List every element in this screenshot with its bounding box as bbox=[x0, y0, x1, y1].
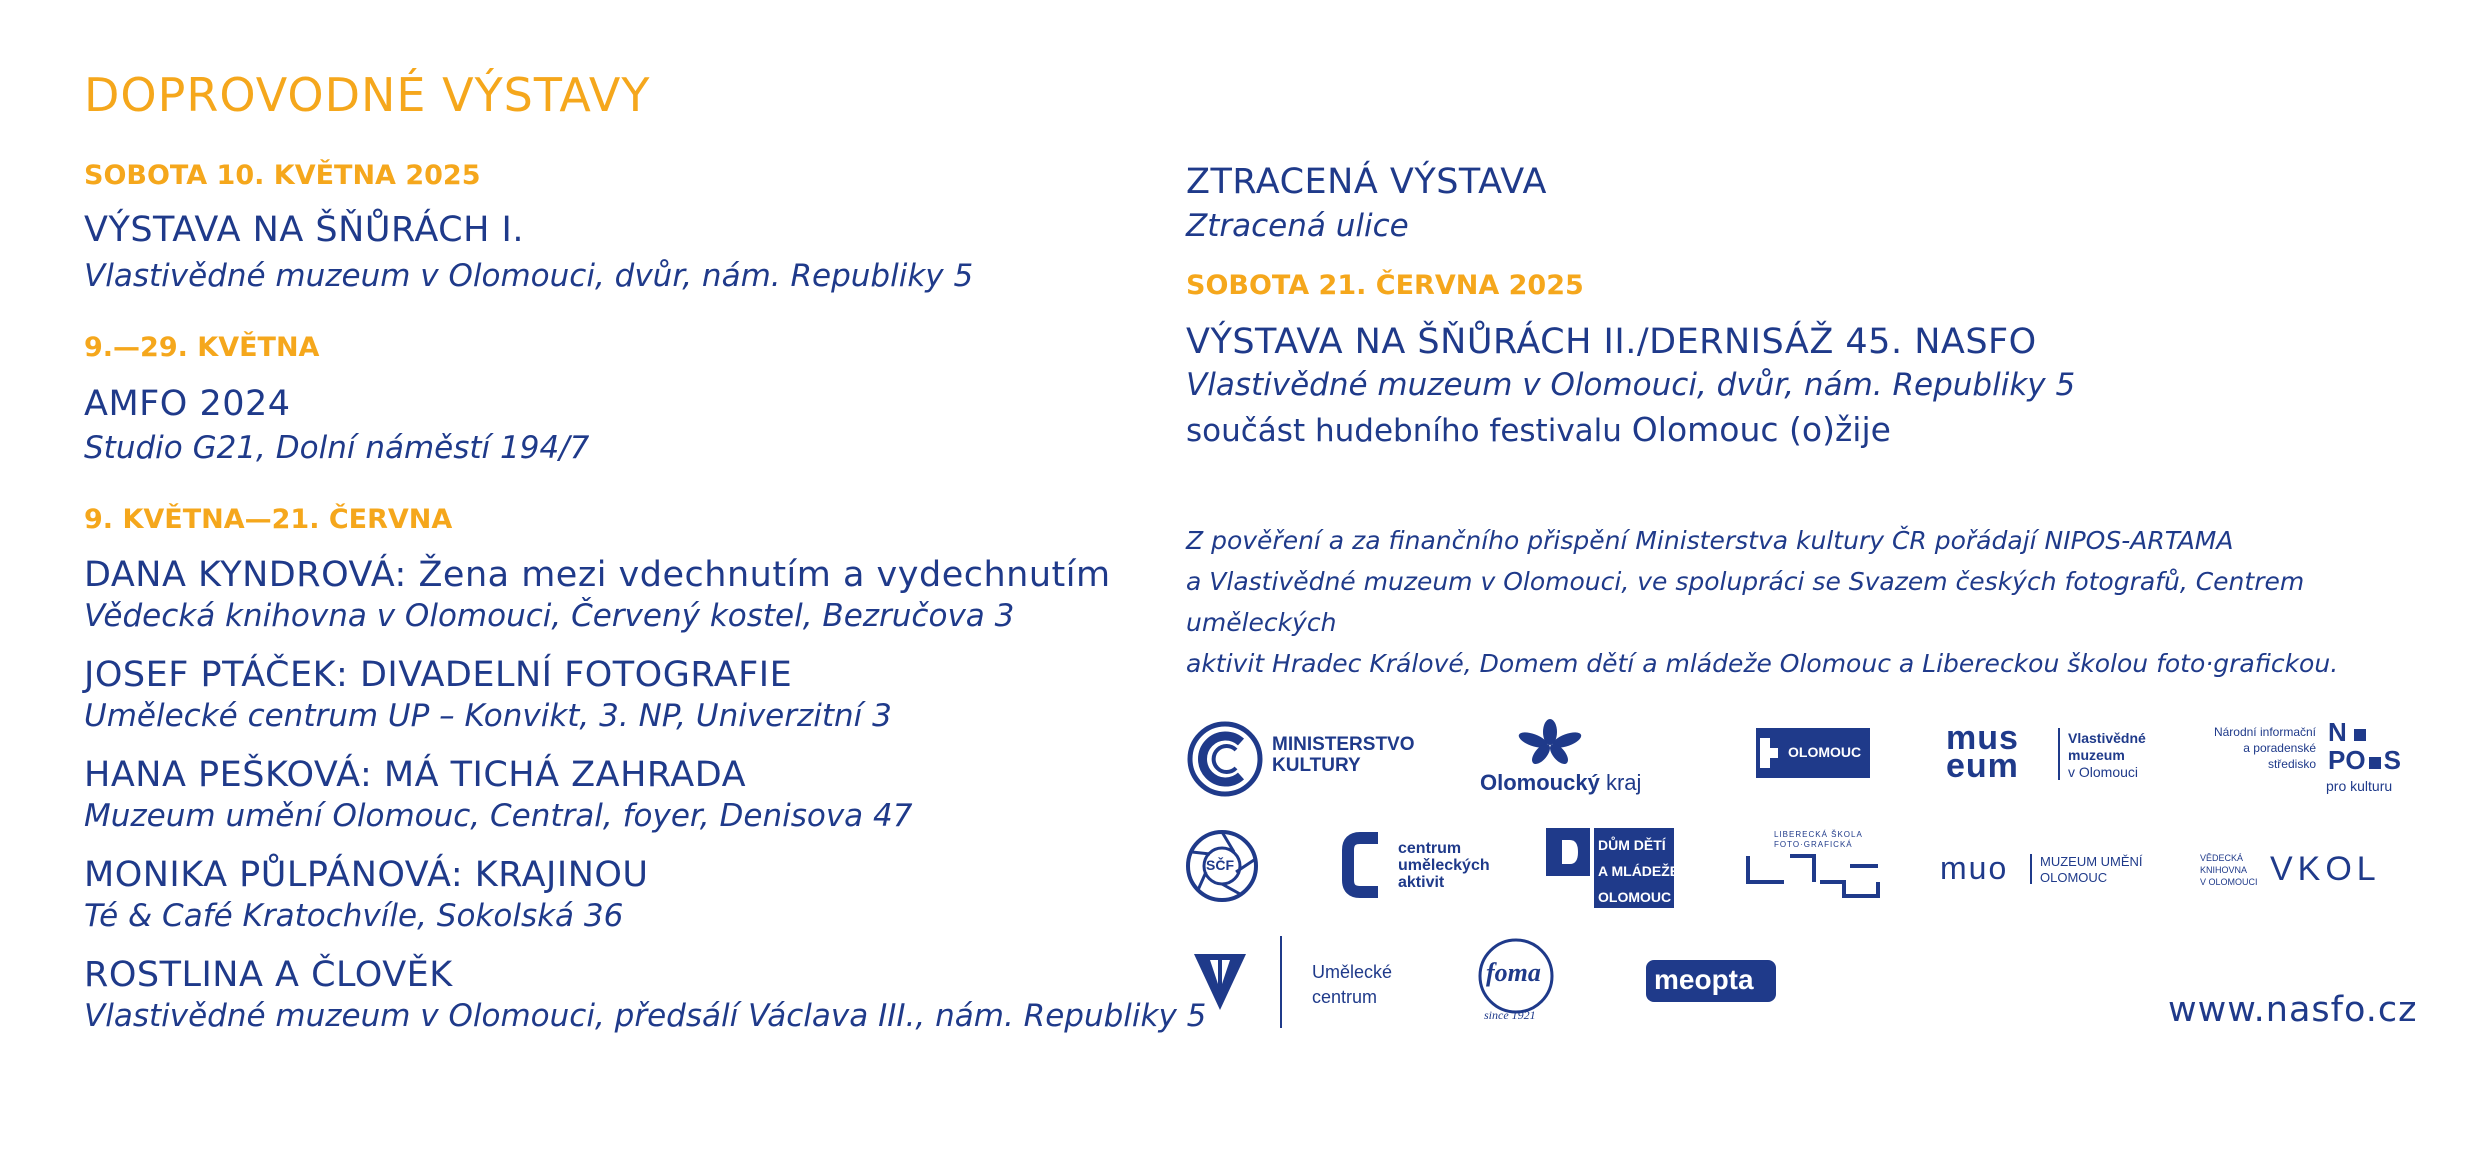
foma-since: since 1921 bbox=[1484, 1008, 1536, 1022]
vkol-line: VĚDECKÁ bbox=[2200, 853, 2244, 863]
centrum-aktivit-logo bbox=[1340, 826, 1490, 906]
nipos-square-icon bbox=[2369, 757, 2381, 769]
ddm-line: OLOMOUC bbox=[1598, 889, 1672, 905]
event-place: Té & Café Kratochvíle, Sokolská 36 bbox=[84, 898, 624, 934]
festival-line bbox=[1186, 410, 1891, 449]
event-title: VÝSTAVA NA ŠŇŮRÁCH II./DERNISÁŽ 45. NASFO bbox=[1186, 322, 2037, 362]
flower-icon bbox=[1505, 718, 1595, 768]
foma-logo bbox=[1474, 936, 1558, 1032]
meopta-logo bbox=[1646, 960, 1776, 1002]
organizers-note bbox=[1186, 520, 2446, 684]
kraj-suffix: kraj bbox=[1605, 770, 1642, 795]
divider bbox=[2030, 854, 2032, 884]
meopta-text: meopta bbox=[1654, 964, 1754, 995]
ministerstvo-emblem-icon bbox=[1186, 720, 1264, 798]
divider bbox=[2058, 728, 2060, 780]
ddm-line: DŮM DĚTÍ bbox=[1598, 837, 1666, 853]
note-line: aktivit Hradec Králové, Domem dětí a mládeže Olomouc a Libereckou školou foto·grafickou. bbox=[1186, 649, 2339, 678]
olomoucky-kraj-logo bbox=[1480, 718, 1700, 800]
nipos-mark-n: N bbox=[2328, 717, 2347, 747]
event-date: SOBOTA 10. KVĚTNA 2025 bbox=[84, 160, 481, 191]
centrum-line: centrum bbox=[1398, 840, 1462, 857]
nipos-mark-s: S bbox=[2383, 745, 2401, 775]
liberecka-skola-logo bbox=[1744, 830, 1884, 902]
event-title: JOSEF PTÁČEK: DIVADELNÍ FOTOGRAFIE bbox=[84, 655, 793, 695]
event-title: HANA PEŠKOVÁ: MÁ TICHÁ ZAHRADA bbox=[84, 755, 747, 795]
muzeum-umeni-logo bbox=[1940, 850, 2160, 890]
event-title: MONIKA PŮLPÁNOVÁ: KRAJINOU bbox=[84, 855, 649, 895]
muo-line: OLOMOUC bbox=[2040, 870, 2108, 885]
up-shield-icon bbox=[1190, 950, 1250, 1014]
scf-logo bbox=[1184, 828, 1260, 904]
ministerstvo-line: KULTURY bbox=[1272, 755, 1361, 776]
centrum-c-icon bbox=[1340, 826, 1384, 904]
nipos-text-line: Národní informační bbox=[2213, 725, 2316, 739]
ministerstvo-line: MINISTERSTVO bbox=[1272, 734, 1415, 755]
nipos-text-line: středisko bbox=[2267, 757, 2316, 771]
muzeum-mark-line: mus bbox=[1946, 719, 2019, 757]
ministerstvo-kultury-logo bbox=[1186, 718, 1436, 800]
ddm-olomouc-logo bbox=[1546, 828, 1680, 908]
vlastivedne-muzeum-logo bbox=[1946, 719, 2166, 794]
up-line: centrum bbox=[1312, 987, 1378, 1007]
event-title: ZTRACENÁ VÝSTAVA bbox=[1186, 162, 1547, 202]
vkol-logo bbox=[2200, 850, 2410, 890]
event-date: 9. KVĚTNA—21. ČERVNA bbox=[84, 504, 453, 535]
event-date: SOBOTA 21. ČERVNA 2025 bbox=[1186, 270, 1584, 301]
muzeum-text-line: v Olomouci bbox=[2068, 764, 2139, 780]
nipos-logo bbox=[2196, 718, 2406, 800]
nipos-sub: pro kulturu bbox=[2326, 778, 2393, 794]
nipos-square-icon bbox=[2354, 729, 2366, 741]
event-place: Ztracená ulice bbox=[1186, 208, 1409, 244]
divider bbox=[1280, 936, 1282, 1028]
ddm-d-icon bbox=[1546, 828, 1590, 876]
festival-prefix: součást hudebního festivalu bbox=[1186, 413, 1622, 449]
event-date: 9.—29. KVĚTNA bbox=[84, 332, 320, 363]
muo-mark: muo bbox=[1940, 850, 2009, 886]
vkol-line: KNIHOVNA bbox=[2200, 865, 2248, 875]
scf-text: SČF bbox=[1206, 857, 1234, 873]
muzeum-text-line: Vlastivědné bbox=[2068, 730, 2146, 746]
website-link[interactable]: www.nasfo.cz bbox=[2168, 990, 2418, 1030]
liberecka-line: LIBERECKÁ ŠKOLA bbox=[1774, 830, 1863, 839]
vkol-mark: VKOL bbox=[2270, 850, 2381, 888]
event-place: Umělecké centrum UP – Konvikt, 3. NP, Univerzitní 3 bbox=[84, 698, 892, 734]
olomouc-text: OLOMOUC bbox=[1788, 744, 1862, 760]
event-place: Vlastivědné muzeum v Olomouci, předsálí Václava III., nám. Republiky 5 bbox=[84, 998, 1207, 1034]
event-title: AMFO 2024 bbox=[84, 384, 291, 424]
lsfg-mark-icon bbox=[1744, 852, 1884, 902]
note-line: a Vlastivědné muzeum v Olomouci, ve spolupráci se Svazem českých fotografů, Centrem uměleckých bbox=[1186, 567, 2305, 637]
note-line: Z pověření a za finančního přispění Ministerstva kultury ČR pořádají NIPOS-ARTAMA bbox=[1186, 526, 2234, 555]
page-heading: DOPROVODNÉ VÝSTAVY bbox=[84, 68, 651, 122]
muzeum-mark-line: eum bbox=[1946, 747, 2019, 785]
festival-name: Olomouc (o)žije bbox=[1631, 410, 1891, 449]
up-umelecke-centrum-logo bbox=[1190, 936, 1410, 1028]
event-place: Vlastivědné muzeum v Olomouci, dvůr, nám. Republiky 5 bbox=[1186, 367, 2076, 403]
event-title: ROSTLINA A ČLOVĚK bbox=[84, 955, 453, 995]
event-place: Vědecká knihovna v Olomouci, Červený kostel, Bezručova 3 bbox=[84, 598, 1015, 634]
event-place: Vlastivědné muzeum v Olomouci, dvůr, nám. Republiky 5 bbox=[84, 258, 974, 294]
centrum-line: uměleckých bbox=[1398, 857, 1490, 874]
centrum-line: aktivit bbox=[1398, 874, 1445, 891]
event-title: VÝSTAVA NA ŠŇŮRÁCH I. bbox=[84, 210, 525, 250]
event-title: DANA KYNDROVÁ: Žena mezi vdechnutím a vydechnutím bbox=[84, 555, 1111, 595]
event-place: Studio G21, Dolní náměstí 194/7 bbox=[84, 430, 590, 466]
kraj-name: Olomoucký bbox=[1480, 770, 1600, 795]
nipos-text-line: a poradenské bbox=[2243, 741, 2316, 755]
muo-line: MUZEUM UMĚNÍ bbox=[2040, 854, 2143, 869]
vkol-line: V OLOMOUCI bbox=[2200, 877, 2258, 887]
event-place: Muzeum umění Olomouc, Central, foyer, Denisova 47 bbox=[84, 798, 913, 834]
foma-text: foma bbox=[1486, 958, 1541, 987]
olomouc-mark-icon bbox=[1760, 738, 1770, 768]
muzeum-text-line: muzeum bbox=[2068, 747, 2125, 763]
nipos-mark-po: PO bbox=[2328, 745, 2366, 775]
ddm-line: A MLÁDEŽE bbox=[1598, 863, 1680, 879]
up-line: Umělecké bbox=[1312, 962, 1393, 982]
olomouc-city-logo bbox=[1756, 728, 1870, 778]
liberecka-line: FOTO·GRAFICKÁ bbox=[1774, 840, 1853, 849]
